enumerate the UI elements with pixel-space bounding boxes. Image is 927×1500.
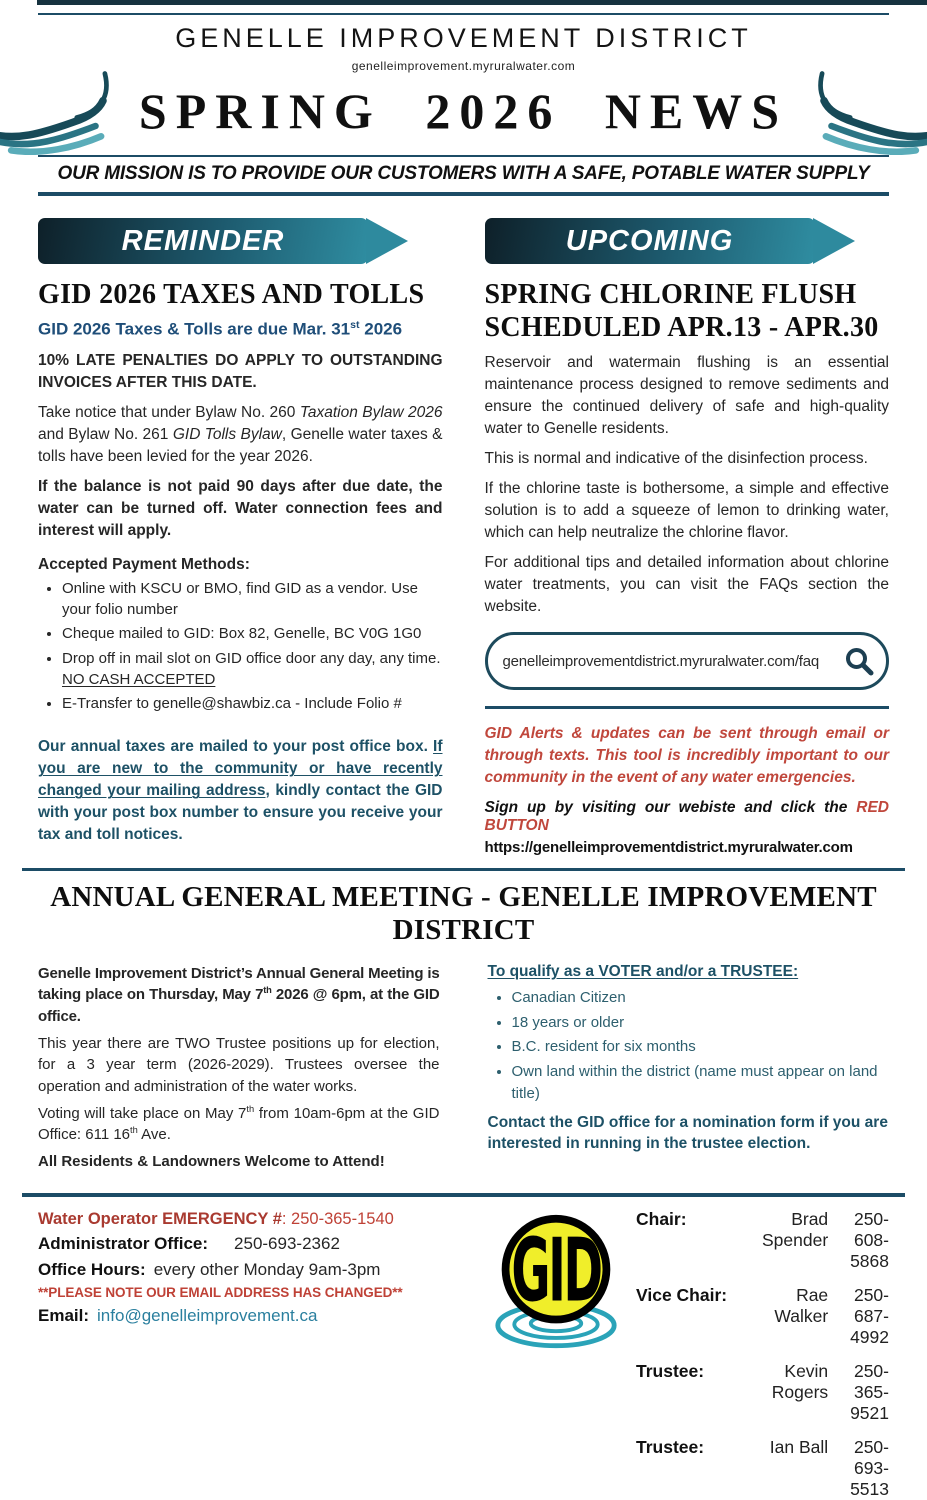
upcoming-banner [485, 218, 815, 264]
gid-logo [492, 1209, 620, 1356]
board-name: Brad Spender [762, 1208, 829, 1250]
taxes-heading: GID 2026 TAXES AND TOLLS [38, 279, 425, 310]
bylaw-notice: Take notice that under Bylaw No. 260 Taxation Bylaw 2026 and Bylaw No. 261 GID Tolls Bylaw, Genelle water taxes & tolls have been levied for the year 2026. [38, 403, 443, 465]
qualification-item: • B.C. resident for six months [512, 1036, 890, 1059]
qualification-item: • Own land within the district (name must appear on land title) [512, 1061, 890, 1106]
right-column-divider [485, 706, 890, 709]
board-role: Chair: [636, 1208, 687, 1229]
board-role: Vice Chair: [636, 1284, 728, 1305]
wave-logo-left [0, 67, 133, 155]
footer-contact-block [38, 1207, 490, 1329]
shutoff-warning: If the balance is not paid 90 days after due date, the water can be turned off. Water connection fees and interest will apply. [38, 477, 443, 539]
agm-details [38, 957, 440, 1179]
qualify-heading: To qualify as a VOTER and/or a TRUSTEE: [487, 963, 799, 981]
office-hours-line: Office Hours: every other Monday 9am-3pm [38, 1259, 381, 1279]
header-top-rule [38, 13, 889, 15]
board-role: Trustee: [636, 1360, 705, 1381]
main-columns [0, 264, 927, 856]
email-changed-note: **PLEASE NOTE OUR EMAIL ADDRESS HAS CHANGED** [38, 1285, 403, 1301]
top-accent-bar [37, 0, 927, 5]
agm-voting-info: Voting will take place on May 7th from 10am-6pm at the GID Office: 611 16th Ave. [38, 1103, 440, 1144]
newsletter-title: SPRING 2026 NEWS [138, 83, 789, 139]
admin-office-line: Administrator Office: 250-693-2362 [38, 1234, 340, 1254]
faq-url-text[interactable]: genelleimprovementdistrict.myruralwater.com/faq [502, 652, 820, 670]
chlorine-flush-heading: SPRING CHLORINE FLUSH SCHEDULED APR.13 - APR.30 [484, 279, 879, 344]
reminder-banner-wrap [38, 218, 368, 264]
payment-item: • Online with KSCU or BMO, find GID as a vendor. Use your folio number [62, 578, 443, 621]
search-icon[interactable] [844, 646, 874, 676]
email-address[interactable]: info@genelleimprovement.ca [97, 1306, 318, 1326]
nomination-note: Contact the GID office for a nomination form if you are interested in running in the trustee election. [487, 1113, 888, 1153]
faq-url-searchbar[interactable] [485, 632, 890, 690]
agm-top-divider [22, 868, 905, 871]
gid-logo-text: GID [511, 1219, 601, 1322]
taxes-section [38, 272, 443, 854]
late-penalty-warning: 10% LATE PENALTIES DO APPLY TO OUTSTANDING INVOICES AFTER THIS DATE. [38, 351, 443, 391]
board-phone: 250-693-5513 [850, 1436, 889, 1499]
board-phone: 250-608-5868 [850, 1208, 889, 1271]
board-table [636, 1209, 889, 1500]
board-name: Ian Ball [769, 1436, 829, 1457]
due-date-line: GID 2026 Taxes & Tolls are due Mar. 31st 2026 [38, 319, 403, 339]
header [0, 0, 927, 196]
payment-item: • E-Transfer to genelle@shawbiz.ca - Include Folio # [62, 693, 443, 714]
upcoming-banner-wrap [485, 218, 815, 264]
payment-item: • Drop off in mail slot on GID office door any day, any time. NO CASH ACCEPTED [62, 648, 443, 691]
reminder-banner [38, 218, 368, 264]
section-banners [0, 218, 927, 264]
flush-paragraph-2: This is normal and indicative of the disinfection process. [484, 450, 868, 468]
red-button-text: RED BUTTON [484, 799, 889, 835]
qualification-item: • Canadian Citizen [512, 987, 890, 1010]
reminder-banner-label: REMINDER [121, 224, 285, 257]
footer [0, 1197, 927, 1500]
masthead-row [0, 67, 927, 155]
gid-alerts-note: GID Alerts & updates can be sent through email or through texts. This tool is incredibly important to our community in the event of any water emergencies. [484, 725, 889, 787]
org-title: GENELLE IMPROVEMENT DISTRICT [175, 23, 752, 53]
flush-paragraph-1: Reservoir and watermain flushing is an essential maintenance process designed to remove sediments and ensure the continued delivery of safe and high-quality water to Genelle residents. [484, 354, 889, 438]
payment-methods-list [44, 578, 443, 715]
wave-logo-right [794, 67, 927, 155]
header-website: genelleimprovement.myruralwater.com [351, 59, 576, 73]
board-name: Kevin Rogers [771, 1360, 829, 1402]
agm-section [0, 957, 927, 1179]
chlorine-flush-section [485, 272, 890, 856]
flush-paragraph-4: For additional tips and detailed information about chlorine water treatments, you can visit the FAQs section the website. [484, 554, 889, 616]
agm-qualifications [488, 957, 890, 1179]
mission-bottom-rule [38, 192, 889, 196]
flush-paragraph-3: If the chlorine taste is bothersome, a simple and effective solution is to add a squeeze of lemon to drinking water, which can help neutralize the chlorine flavor. [484, 480, 889, 542]
agm-intro: Genelle Improvement District’s Annual General Meeting is taking place on Thursday, May 7th 2026 @ 6pm, at the GID office. [38, 965, 440, 1025]
agm-welcome: All Residents & Landowners Welcome to Attend! [38, 1153, 385, 1171]
agm-election-info: This year there are TWO Trustee positions up for election, for a 3 year term (2026-2029). Trustees oversee the operation and administration of the water works. [38, 1034, 440, 1095]
signup-instruction: Sign up by visiting our webiste and click the RED BUTTON [484, 799, 889, 835]
board-phone: 250-365-9521 [850, 1360, 889, 1423]
qualification-list [494, 987, 890, 1106]
payment-methods-heading: Accepted Payment Methods: [38, 555, 250, 573]
emergency-line: Water Operator EMERGENCY #: 250-365-1540 [38, 1209, 394, 1228]
agm-title: ANNUAL GENERAL MEETING - GENELLE IMPROVEMENT DISTRICT [50, 881, 877, 947]
mailing-address-note: Our annual taxes are mailed to your post office box. If you are new to the community or have recently changed your mailing address, kindly contact the GID with your post box number to ensure you receive your tax and toll notices. [38, 738, 443, 844]
qualification-item: • 18 years or older [512, 1012, 890, 1035]
board-role: Trustee: [636, 1436, 705, 1457]
email-line: Email: info@genelleimprovement.ca [38, 1306, 318, 1326]
mission-statement: OUR MISSION IS TO PROVIDE OUR CUSTOMERS WITH A SAFE, POTABLE WATER SUPPLY [57, 163, 870, 184]
payment-item: • Cheque mailed to GID: Box 82, Genelle, BC V0G 1G0 [62, 623, 443, 644]
upcoming-banner-label: UPCOMING [565, 224, 734, 257]
footer-board-block [626, 1207, 889, 1500]
signup-url[interactable]: https://genelleimprovementdistrict.myruralwater.com [484, 839, 853, 857]
board-phone: 250-687-4992 [850, 1284, 889, 1347]
board-name: Rae Walker [774, 1284, 829, 1326]
